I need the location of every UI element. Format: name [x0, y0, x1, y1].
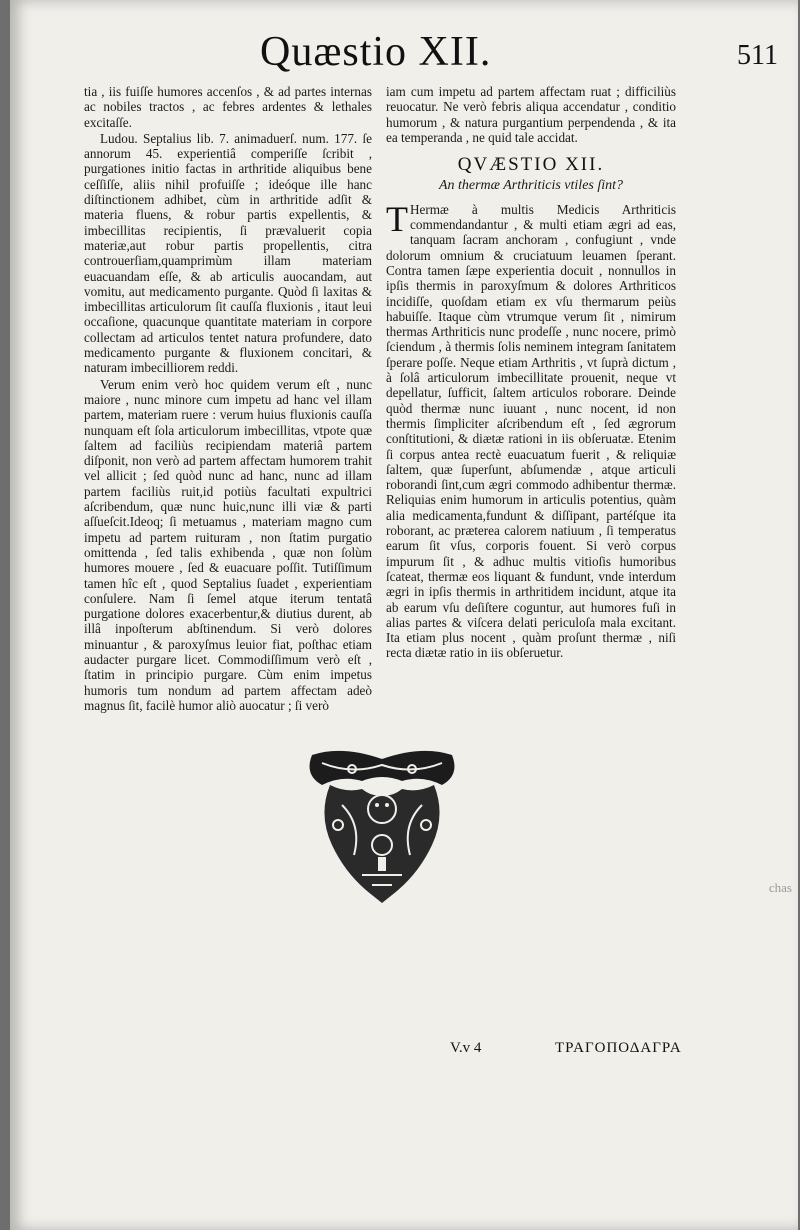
left-column — [84, 84, 372, 714]
left-paragraph-2: Ludou. Septalius lib. 7. animaduerſ. num. 177. ſe annorum 45. experientiâ comperiſſe ſcribit , purgationes initio factas in arthritide aliquibus bene ceſſiſſe, aliis nihil profuiſſe ; ideóque ille hanc diſtinctionem adhibet, cùm in arthritide adſit & materia fluens, & robur partis expellentis, & imbecillitas recipientis, ſi prævaluerit copia materiæ,aut robur partis propellentis, citra controuerſiam,quamprimùm illam materiam euacuandam eſſe, & ab articulis auocandam, aut vomitu, aut medicamento purgante. Quòd ſi laxitas & imbecillitas articulorum ſit cauſſa fluxionis , itaut leui occaſione, quacunque quantitate materiam in corpore collectam ad articulos tentet natura profundere, dato medicamento purgante & fluxionem concitari, & naturam imbecilliorem reddi. — [84, 130, 372, 376]
running-head — [10, 28, 798, 78]
right-paragraph-1: iam cum impetu ad partem affectam ruat ; difficiliùs reuocatur. Ne verò febris aliqua accendatur , conditio humorum , & natura purgantium perpendenda , & ita ea temperanda , ne quid tale accidat. — [386, 84, 676, 145]
ornament-drawing — [302, 745, 462, 905]
right-column — [386, 84, 676, 662]
question-subtitle: An thermæ Arthriticis vtiles ſint? — [438, 178, 624, 194]
left-paragraph-3: Verum enim verò hoc quidem verum eſt , nunc maiore , nunc minore cum impetu ad hanc vel illam partem, materiam ruere : verum huius fluxionis cauſſa nunquam eſt ſola articulorum imbecillitas, vtpote quæ ſaltem ad faciliùs recipiendam materiâ partem diſponit, non verò ad partem affectam humorem trahit vel allicit ; ſed quòd nunc ad hanc, nunc ad illam partem faciliùs ruit,id potiùs facultati expultrici aſcribendum, quæ nunc huic,nunc illi viæ & parti aſſueſcit.Ideoq; ſi metuamus , materiam magno cum impetu ad partem ruituram , non ſtatim purgatio omittenda , ſed talis exhibenda , quæ non ſolùm humores mouere , ſed & euacuare poſſit. Tutiſſimum tamen hîc eſt , quod Septalius ſuadet , experientiam conſulere. Nam ſi ſemel atque iterum tentatâ purgatione dolores exacerbentur,& diutius durent, ab illâ inpoſterum abſtinendum. Si verò dolores minuantur , & paroxyſmus leuior fiat, poſthac etiam audacter purgare licet. Commodiſſimum verò eſt , ſtatim in principio purgare. Cùm enim impetus humoris tum nondum ad partem affectam adeò magnus ſit, facilè humor aliò auocatur ; ſi verò — [84, 376, 372, 713]
catchword: ΤΡΑΓΟΠΟΔΑΓΡΑ — [555, 1040, 682, 1056]
right-paragraph-2-text: Hermæ à multis Medicis Arthriticis commendandantur , & multi etiam ægri ad eas, tanquam ſacram anchoram , confugiunt , vnde dolorum omnium & cruciatuum leuamen ſperant. Contra tamen ſæpe experientia docuit , nonnullos in ipſis thermis in paroxyſmum & dolores Arthriticos incidiſſe, quoſdam etiam ex vſu thermarum peiùs habuiſſe. Itaque cùm vtrumque verum ſit , nimirum thermas Arthriticis nunc prodeſſe , nunc nocere, primò ſciendum , à thermis ſolis neminem integram ſanitatem ſperare poſſe. Neque etiam Arthritis , vt ſuprà dictum , à ſolâ articulorum imbecillitate prouenit, neque vt depellatur, ſufficit, ſaltem articulos roborare. Deinde quòd thermæ nunc iuuant , nunc nocent, id non thermis ſimpliciter aſcribendum eſt , ſed ægrorum conſtitutioni, & diætæ rationi in iis obſeruatæ. Etenim ſi corpus antea rectè euacuatum fuerit , & reliquiæ ſaltem, quæ ſuperſunt, abſumendæ , atque articuli roborandi ſint,cum ægri commodo adhibentur thermæ. Reliquias enim humorum in articulis potentius, quàm alia medicamenta,fundunt & diſſipant, partéſque ita roborant, ac præterea calorem natiuum , ſi temperatus earum ſit vſus, corporis fouent. Si verò corpus impurum ſit , & adhuc multis vitioſis humoribus ſcateat, thermæ eos liquant & fundunt, vnde interdum ægri in ipſis thermis in arthritidem incidunt, atque ita ab earum vſu deſiſtere coguntur, aut humores fuſi in alias partes & viſcera delati periculoſa mala excitant. Ita etiam plus nocent , quàm proſunt thermæ , niſi recta diætæ ratio in iis obſeruetur. — [386, 201, 676, 661]
page-footer — [10, 1040, 798, 1064]
book-page — [10, 0, 798, 1230]
right-paragraph-2 — [386, 198, 676, 661]
question-heading: QVÆSTIO XII. — [457, 154, 605, 176]
drop-capital: T — [386, 198, 408, 239]
printers-ornament-tailpiece-icon — [302, 745, 462, 905]
signature-mark: V.v 4 — [450, 1040, 482, 1056]
left-paragraph-1: tia , iis fuiſſe humores accenſos , & ad partes internas ac nobiles tractos , ac febres ardentes & lethales excitaſſe. — [84, 84, 372, 130]
running-title: Quæstio XII. — [260, 29, 492, 75]
bleed-through-text: chas — [768, 880, 792, 895]
page-number: 511 — [737, 40, 778, 71]
